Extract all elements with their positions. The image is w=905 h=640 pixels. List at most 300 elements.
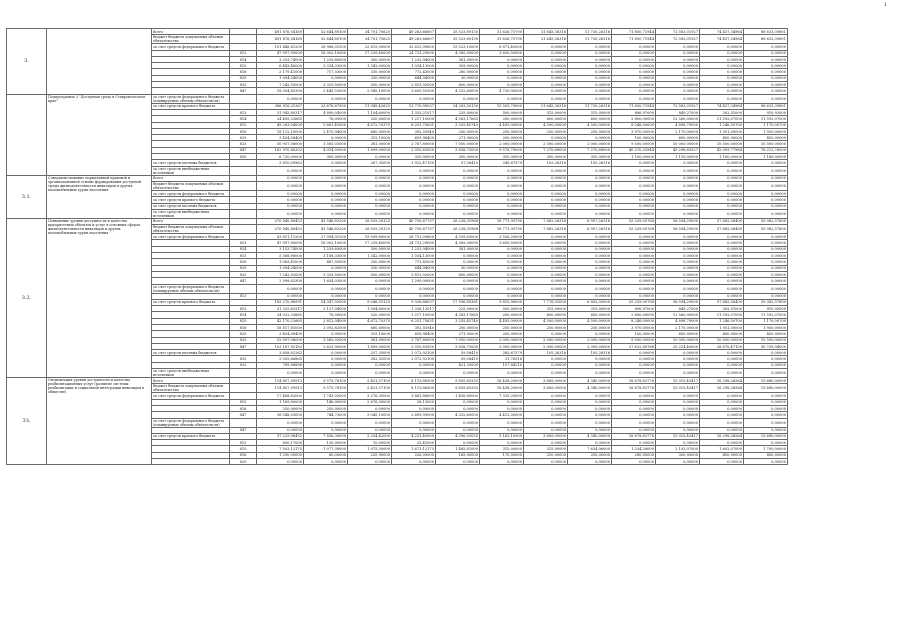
amount-cell: 0,00000	[612, 393, 656, 399]
amount-cell: 0,00000	[480, 399, 524, 405]
executor-code	[230, 369, 257, 378]
amount-cell: 4 413,30000	[480, 412, 524, 418]
amount-cell: 1 170,00700	[744, 318, 788, 324]
funding-source: за счет средств внебюджетных источников	[152, 369, 230, 378]
amount-cell: 31 645,36316	[524, 35, 568, 44]
amount-cell: 0,00000	[744, 234, 788, 240]
amount-cell: 282,55000	[348, 356, 392, 362]
amount-cell: 659,98400	[392, 135, 436, 141]
amount-cell: 0,00000	[744, 181, 788, 190]
amount-cell: 0,00000	[612, 94, 656, 103]
amount-cell: 30 739,94000	[744, 343, 788, 349]
amount-cell: 1 160,00000	[700, 154, 744, 160]
amount-cell: 11 730,26316	[568, 29, 612, 35]
amount-cell: 9 835,65335	[436, 384, 480, 393]
amount-cell: 0,00000	[436, 418, 480, 427]
amount-cell: 0,00000	[524, 175, 568, 181]
amount-cell: 0,00000	[656, 459, 700, 465]
amount-cell: 40 750,87737	[392, 218, 436, 224]
amount-cell: 74 457,34964	[700, 35, 744, 44]
amount-cell: 55 259,00768	[612, 218, 656, 224]
amount-cell: 11 730,26316	[568, 103, 612, 109]
amount-cell: 9 926,86037	[392, 299, 436, 305]
amount-cell: 3 454,08400	[257, 331, 304, 337]
amount-cell: 0,00000	[568, 418, 612, 427]
amount-cell: 59,58410	[436, 356, 480, 362]
amount-cell: 0,00000	[436, 253, 480, 259]
amount-cell: 10 000,00000	[656, 141, 700, 147]
amount-cell: 7 270,68000	[568, 147, 612, 153]
amount-cell: 772,43000	[392, 69, 436, 75]
amount-cell: 0,00000	[744, 209, 788, 218]
amount-cell: 0,00000	[656, 284, 700, 293]
amount-cell: 200,00000	[436, 128, 480, 134]
funding-source: бюджет бюджета покупаемых объемов обязательства	[152, 181, 230, 190]
amount-cell: 0,00000	[656, 240, 700, 246]
amount-cell: 0,00000	[656, 209, 700, 218]
amount-cell: 0,00000	[700, 418, 744, 427]
amount-cell: 0,00000	[700, 160, 744, 166]
amount-cell: 381,00000	[348, 337, 392, 343]
amount-cell: 88 633,39801	[744, 103, 788, 109]
amount-cell: 4 672,70375	[348, 122, 392, 128]
amount-cell: 0,00000	[568, 271, 612, 277]
executor-code: 815	[230, 253, 257, 259]
amount-cell: 0,00000	[436, 203, 480, 209]
amount-cell: 0,00000	[524, 331, 568, 337]
amount-cell: 0,00000	[744, 44, 788, 50]
funding-source: за счет средств внебюджетных источников	[152, 209, 230, 218]
amount-cell: 2 000,00000	[524, 337, 568, 343]
amount-cell: 28 929,28125	[348, 218, 392, 224]
budget-table	[6, 28, 832, 465]
amount-cell: 28 968,01200	[304, 44, 348, 50]
amount-cell: 27 094,91200	[304, 234, 348, 240]
amount-cell: 30,00000	[436, 75, 480, 81]
amount-cell: 0,00000	[436, 399, 480, 405]
amount-cell: 0,00000	[304, 75, 348, 81]
funding-source	[152, 459, 230, 465]
amount-cell: 1 232,94000	[392, 56, 436, 62]
amount-cell: 1 069,41000	[257, 259, 304, 265]
amount-cell: 0,00000	[744, 63, 788, 69]
amount-cell: 744,73000	[304, 412, 348, 418]
amount-cell: 0,00000	[656, 369, 700, 378]
executor-code: 830	[230, 154, 257, 160]
amount-cell: 31,76316	[480, 356, 524, 362]
amount-cell: 0,00000	[700, 356, 744, 362]
amount-cell: 19 599,80000	[348, 234, 392, 240]
amount-cell: 3 556,20000	[480, 234, 524, 240]
amount-cell: 0,00000	[524, 399, 568, 405]
amount-cell: 2 813,92000	[392, 271, 436, 277]
amount-cell: 11 592,07000	[700, 312, 744, 318]
amount-cell: 5 421,57100	[348, 384, 392, 393]
funding-source: за счет средств федерального бюджета	[152, 393, 230, 399]
amount-cell: 0,00000	[656, 197, 700, 203]
amount-cell: 381,00000	[348, 141, 392, 147]
amount-cell: 3 685,00000	[524, 384, 568, 393]
amount-cell: 0,00000	[700, 265, 744, 271]
amount-cell: 15 680,00000	[744, 433, 788, 439]
amount-cell: 0,00000	[436, 278, 480, 284]
amount-cell: 0,00000	[480, 265, 524, 271]
amount-cell: 315,00000	[524, 306, 568, 312]
amount-cell: 315,00000	[480, 446, 524, 452]
amount-cell: 0,00000	[656, 440, 700, 446]
amount-cell: 2 800,00000	[612, 116, 656, 122]
amount-cell: 6 443,46000	[257, 63, 304, 69]
amount-cell: 0,00000	[744, 56, 788, 62]
amount-cell: 10,00000	[348, 440, 392, 446]
amount-cell: 0,00000	[392, 459, 436, 465]
amount-cell: 0,00000	[612, 350, 656, 356]
amount-cell: 4 340,00000	[568, 433, 612, 439]
amount-cell: 4 383,17665	[436, 116, 480, 122]
amount-cell: 600,00000	[568, 312, 612, 318]
amount-cell: 0,00000	[700, 369, 744, 378]
amount-cell: 0,00000	[744, 284, 788, 293]
amount-cell: 0,00000	[524, 56, 568, 62]
amount-cell: 0,00000	[744, 253, 788, 259]
amount-cell: 0,00000	[568, 369, 612, 378]
amount-cell: 0,00000	[392, 190, 436, 196]
amount-cell: 0,00000	[480, 259, 524, 265]
amount-cell: 0,00000	[568, 56, 612, 62]
amount-cell: 31 945,80317	[257, 109, 304, 115]
amount-cell: 23 676,87900	[304, 103, 348, 109]
amount-cell: 18 112,10000	[257, 128, 304, 134]
amount-cell: 0,00000	[480, 418, 524, 427]
amount-cell: 4 500,00000	[568, 318, 612, 324]
funding-source: за счет средств краевого бюджета	[152, 433, 230, 439]
amount-cell: 0,00000	[656, 44, 700, 50]
amount-cell: 0,00000	[568, 412, 612, 418]
amount-cell: 1 975,50000	[348, 446, 392, 452]
amount-cell: 315,00000	[568, 306, 612, 312]
amount-cell: 359,00000	[436, 63, 480, 69]
amount-cell: 1 342,00000	[348, 253, 392, 259]
amount-cell: 0,00000	[700, 181, 744, 190]
amount-cell: 1 922,47100	[392, 160, 436, 166]
amount-cell: 0,00000	[656, 203, 700, 209]
amount-cell: 0,00000	[524, 234, 568, 240]
amount-cell: 0,00000	[612, 160, 656, 166]
amount-cell: 250,00000	[480, 324, 524, 330]
amount-cell: 11 730,26316	[568, 35, 612, 44]
amount-cell: 56 594,29000	[656, 299, 700, 305]
amount-cell: 1 700,00000	[744, 446, 788, 452]
amount-cell: 250,00000	[304, 405, 348, 411]
amount-cell: 0,00000	[568, 265, 612, 271]
executor-code: 829	[230, 331, 257, 337]
amount-cell: 11 645,36316	[524, 103, 568, 109]
amount-cell: 6 907,26316	[568, 225, 612, 234]
amount-cell: 3 454,08400	[257, 135, 304, 141]
amount-cell: 4 672,70375	[348, 318, 392, 324]
amount-cell: 49 263,66607	[392, 35, 436, 44]
amount-cell: 1 299,00000	[392, 278, 436, 284]
amount-cell: 0,00000	[744, 440, 788, 446]
amount-cell: 225,00000	[436, 306, 480, 312]
amount-cell: 41 546,83200	[304, 225, 348, 234]
amount-cell: 0,00000	[568, 399, 612, 405]
amount-cell: 7 050,00000	[436, 141, 480, 147]
amount-cell: 1 239,60000	[304, 56, 348, 62]
amount-cell: 114 857,09913	[257, 384, 304, 393]
section-number	[7, 94, 47, 175]
executor-code: 833	[230, 356, 257, 362]
amount-cell: 49 283,04000	[257, 122, 304, 128]
amount-cell: 0,00000	[656, 399, 700, 405]
amount-cell: 330,00000	[348, 75, 392, 81]
amount-cell: 0,00000	[304, 418, 348, 427]
amount-cell: 0,00000	[480, 94, 524, 103]
amount-cell: 0,00000	[436, 369, 480, 378]
amount-cell: 0,00000	[744, 246, 788, 252]
executor-code	[230, 166, 257, 175]
table-body	[7, 29, 832, 465]
funding-source: Всего	[152, 378, 230, 384]
amount-cell: 2 072,92100	[392, 350, 436, 356]
amount-cell: 24 731,29000	[392, 240, 436, 246]
amount-cell: 0,00000	[612, 362, 656, 368]
funding-source: за счет средств внебюджетных источников	[152, 166, 230, 175]
amount-cell: 0,00000	[612, 253, 656, 259]
amount-cell: 0,00000	[524, 412, 568, 418]
amount-cell: 0,00000	[524, 418, 568, 427]
amount-cell: 250,00000	[568, 324, 612, 330]
amount-cell: 1 077,38000	[304, 446, 348, 452]
amount-cell: 659,98400	[392, 331, 436, 337]
amount-cell: 0,00000	[612, 197, 656, 203]
amount-cell: 35 523,89130	[436, 35, 480, 44]
amount-cell: 101 448,61200	[257, 44, 304, 50]
amount-cell: 400,00000	[700, 331, 744, 337]
amount-cell: 18 054,85300	[257, 88, 304, 94]
amount-cell: 0,00000	[744, 197, 788, 203]
amount-cell: 0,00000	[257, 209, 304, 218]
amount-cell: 0,00000	[700, 350, 744, 356]
amount-cell: 4 500,00000	[568, 122, 612, 128]
amount-cell: 17 239,40000	[348, 240, 392, 246]
amount-cell: 16 438,20000	[480, 378, 524, 384]
amount-cell: 26 238,31968	[436, 225, 480, 234]
amount-cell: 0,00000	[744, 203, 788, 209]
amount-cell: 8 113,88300	[392, 384, 436, 393]
amount-cell: 0,00000	[524, 197, 568, 203]
amount-cell: 3 000,00000	[480, 343, 524, 349]
amount-cell: 0,00000	[744, 50, 788, 56]
executor-code	[230, 284, 257, 293]
amount-cell: 24 032,33665	[257, 312, 304, 318]
amount-cell: 0,00000	[568, 209, 612, 218]
amount-cell: 0,00000	[700, 427, 744, 433]
amount-cell: 2 767,80000	[392, 141, 436, 147]
page-number: 1	[883, 2, 887, 8]
amount-cell: 0,00000	[524, 69, 568, 75]
amount-cell: 0,00000	[700, 69, 744, 75]
amount-cell: 0,00000	[480, 82, 524, 88]
amount-cell: 22 615,00000	[348, 44, 392, 50]
amount-cell: 0,00000	[304, 356, 348, 362]
amount-cell: 0,00000	[257, 203, 304, 209]
amount-cell: 15 503,79000	[480, 103, 524, 109]
amount-cell: 320,00000	[348, 116, 392, 122]
amount-cell: 0,00000	[392, 175, 436, 181]
amount-cell: 0,00000	[612, 69, 656, 75]
amount-cell: 1 465,81000	[436, 446, 480, 452]
amount-cell: 0,00000	[568, 181, 612, 190]
amount-cell: 16 298,26564	[700, 433, 744, 439]
amount-cell: 114 857,09913	[257, 378, 304, 384]
amount-cell: 0,00000	[524, 75, 568, 81]
amount-cell: 600,00000	[568, 116, 612, 122]
amount-cell: 4 730,90000	[480, 88, 524, 94]
amount-cell: 6 251,75631	[392, 318, 436, 324]
amount-cell: 0,00000	[700, 393, 744, 399]
executor-code	[230, 418, 257, 427]
amount-cell: 0,00000	[304, 284, 348, 293]
funding-source: за счет средств местных бюджетов	[152, 350, 230, 356]
amount-cell: 0,00000	[612, 278, 656, 284]
amount-cell: 0,00000	[524, 393, 568, 399]
amount-cell: 896,97000	[612, 306, 656, 312]
executor-code: 847	[230, 278, 257, 284]
amount-cell: 0,00000	[700, 405, 744, 411]
amount-cell: 1 004,04000	[257, 265, 304, 271]
amount-cell: 0,00000	[568, 75, 612, 81]
amount-cell: 0,00000	[700, 412, 744, 418]
amount-cell: 421,33000	[436, 362, 480, 368]
amount-cell: 2 000,00000	[524, 343, 568, 349]
amount-cell: 24 495,33665	[257, 116, 304, 122]
amount-cell: 1 353,21017	[392, 109, 436, 115]
amount-cell: 0,00000	[480, 284, 524, 293]
executor-code: 847	[230, 412, 257, 418]
amount-cell: 0,00000	[744, 75, 788, 81]
amount-cell: 52 644,89100	[304, 35, 348, 44]
amount-cell: 1 160,00000	[744, 154, 788, 160]
amount-cell: 0,00000	[700, 197, 744, 203]
amount-cell: 100,00000	[612, 135, 656, 141]
amount-cell: 330,00000	[348, 265, 392, 271]
amount-cell: 100,00000	[612, 331, 656, 337]
executor-code: 833	[230, 362, 257, 368]
executor-code: 833	[230, 141, 257, 147]
amount-cell: 0,00000	[392, 369, 436, 378]
amount-cell: 0,00000	[700, 271, 744, 277]
amount-cell: 0,00000	[348, 203, 392, 209]
amount-cell: 0,00000	[612, 259, 656, 265]
amount-cell: 0,00000	[348, 284, 392, 293]
section-number: 33.	[7, 378, 47, 465]
amount-cell: 0,00000	[612, 234, 656, 240]
funding-source: Всего	[152, 175, 230, 181]
amount-cell: 4 014,93000	[304, 147, 348, 153]
amount-cell: 0,00000	[436, 259, 480, 265]
funding-source: бюджет бюджета покупаемых объемов обязательства	[152, 225, 230, 234]
amount-cell: 1 671,12175	[392, 446, 436, 452]
amount-cell: 0,00000	[480, 459, 524, 465]
amount-cell: 76,00000	[304, 312, 348, 318]
amount-cell: 270 940,80453	[257, 225, 304, 234]
amount-cell: 55 259,00768	[612, 225, 656, 234]
amount-cell: 0,00000	[436, 175, 480, 181]
amount-cell: 7 242,92000	[257, 271, 304, 277]
amount-cell: 6 907,26316	[568, 218, 612, 224]
amount-cell: 0,00000	[524, 181, 568, 190]
executor-code	[230, 35, 257, 44]
amount-cell: 1 950,00000	[744, 324, 788, 330]
amount-cell: 0,00000	[700, 82, 744, 88]
executor-code	[230, 384, 257, 393]
amount-cell: 0,00000	[568, 135, 612, 141]
amount-cell: 0,00000	[480, 175, 524, 181]
executor-code	[230, 94, 257, 103]
amount-cell: 0,00000	[304, 160, 348, 166]
amount-cell: 162 970,80202	[257, 147, 304, 153]
amount-cell: 0,00000	[612, 88, 656, 94]
amount-cell: 0,00000	[612, 166, 656, 175]
amount-cell: 2 945,10000	[348, 88, 392, 94]
amount-cell: 1 456,80000	[436, 393, 480, 399]
amount-cell: 300,00000	[304, 154, 348, 160]
amount-cell: 10 000,00000	[656, 337, 700, 343]
amount-cell: 3 858,82262	[257, 350, 304, 356]
amount-cell: 1 290,00000	[257, 452, 304, 458]
amount-cell: 0,00000	[612, 293, 656, 299]
executor-code: 814	[230, 56, 257, 62]
amount-cell: 49 296,69527	[656, 147, 700, 153]
amount-cell: 0,00000	[392, 427, 436, 433]
amount-cell: 56 594,29000	[656, 225, 700, 234]
amount-cell: 0,00000	[612, 271, 656, 277]
amount-cell: 0,00000	[744, 240, 788, 246]
executor-code: 816	[230, 69, 257, 75]
amount-cell: 0,00000	[700, 293, 744, 299]
amount-cell: 1 110,00000	[656, 154, 700, 160]
amount-cell: 350,00000	[480, 154, 524, 160]
amount-cell: 9 046,93125	[348, 299, 392, 305]
amount-cell: 8 246,00000	[612, 122, 656, 128]
amount-cell: 4 383,17665	[436, 312, 480, 318]
amount-cell: 0,00000	[568, 82, 612, 88]
amount-cell: 4 339,83000	[436, 234, 480, 240]
amount-cell: 0,00000	[656, 56, 700, 62]
amount-cell: 772,43000	[392, 259, 436, 265]
amount-cell: 17 596,89361	[436, 299, 480, 305]
amount-cell: 3 329,50000	[304, 82, 348, 88]
amount-cell: 0,00000	[524, 259, 568, 265]
amount-cell: 0,00000	[348, 418, 392, 427]
amount-cell: 0,00000	[392, 166, 436, 175]
amount-cell: 2 812,04000	[304, 318, 348, 324]
amount-cell: 0,00000	[348, 427, 392, 433]
funding-source: Всего	[152, 29, 230, 35]
amount-cell: 1 899,00000	[348, 343, 392, 349]
amount-cell: 1 342,00000	[348, 63, 392, 69]
executor-code: 815	[230, 446, 257, 452]
amount-cell: 4 898,79000	[656, 318, 700, 324]
amount-cell: 0,00000	[568, 190, 612, 196]
amount-cell: 226,00000	[392, 452, 436, 458]
amount-cell: 3 838,75000	[436, 343, 480, 349]
amount-cell: 0,00000	[612, 418, 656, 427]
amount-cell: 0,00000	[568, 175, 612, 181]
funding-source: за счет средств краевого бюджета	[152, 103, 230, 109]
amount-cell: 0,00000	[656, 427, 700, 433]
